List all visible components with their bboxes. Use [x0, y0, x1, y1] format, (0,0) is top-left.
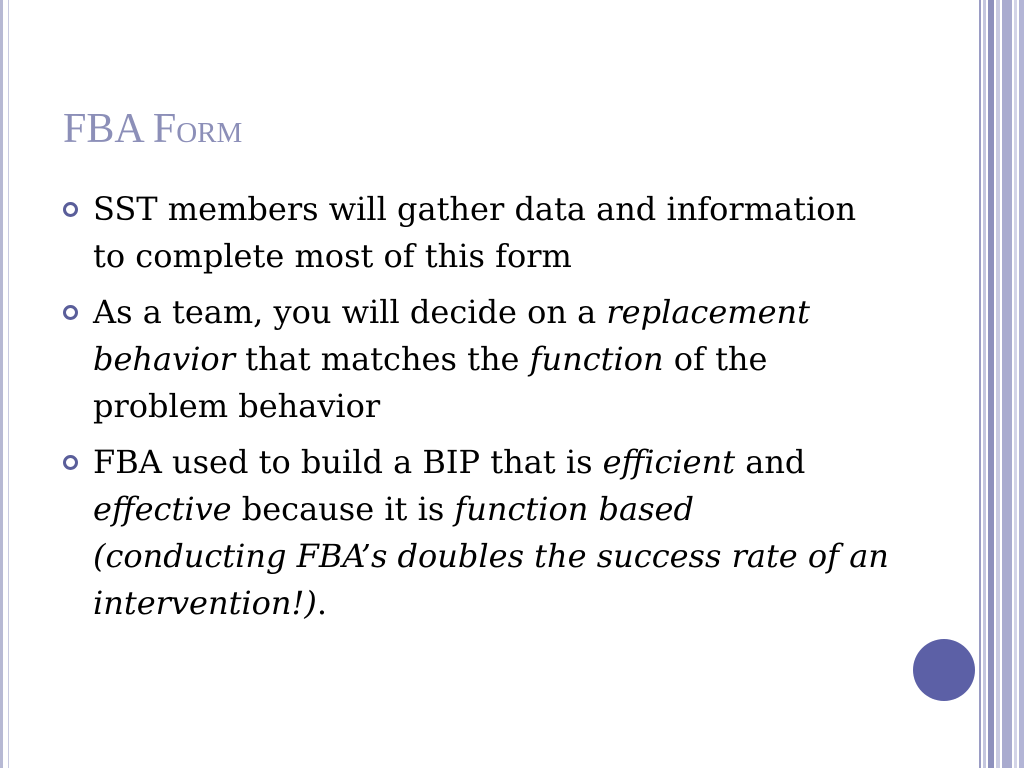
right-border-stripe: [1014, 0, 1017, 768]
right-border-stripe: [1019, 0, 1024, 768]
right-border-stripe: [1002, 0, 1012, 768]
emphasis-text: function: [529, 340, 664, 378]
bullet-ring-icon: [63, 455, 78, 470]
emphasis-text: function based (conducting FBA’s doubles the success rate of an intervention!): [93, 490, 889, 622]
bullet-item: [60, 289, 890, 430]
bullet-text: SST members will gather data and information to complete most of this form: [93, 190, 857, 275]
left-border-line: [0, 0, 3, 768]
emphasis-text: effective: [93, 490, 232, 528]
bullet-ring-icon: [63, 202, 78, 217]
bullet-item: [60, 439, 890, 627]
bullet-list: [60, 186, 890, 636]
left-border-line-thin: [8, 0, 9, 768]
bullet-ring-icon: [63, 305, 78, 320]
bullet-item: [60, 186, 890, 280]
emphasis-text: efficient: [602, 443, 736, 481]
bullet-text: As a team, you will decide on a replacement behavior that matches the function of the problem behavior: [93, 293, 811, 425]
right-border-stripe: [983, 0, 986, 768]
right-border-stripe: [979, 0, 981, 768]
right-border-stripe: [996, 0, 1000, 768]
slide-title: FBA Form: [63, 106, 243, 152]
emphasis-text: replacement behavior: [93, 293, 811, 378]
decorative-circle: [913, 639, 975, 701]
bullet-text: FBA used to build a BIP that is efficient and effective because it is function based (conducting FBA’s doubles the success rate of an intervention!).: [93, 443, 889, 622]
right-border-stripe: [988, 0, 994, 768]
